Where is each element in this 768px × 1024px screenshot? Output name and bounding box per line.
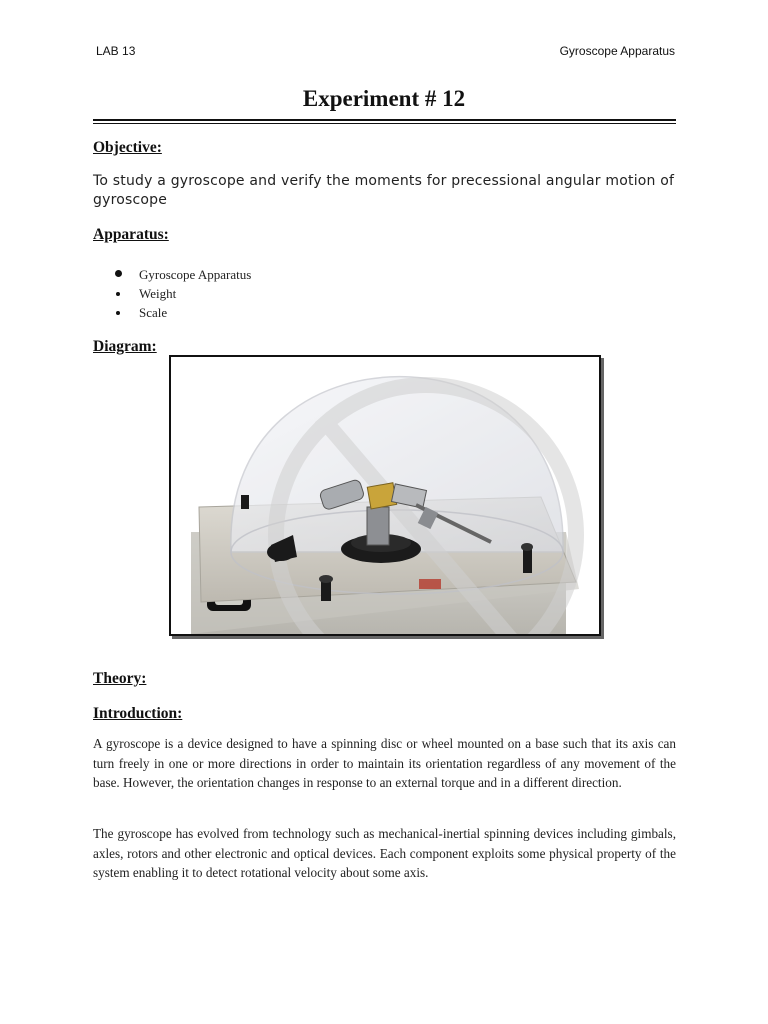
page-title: Experiment # 12 (302, 86, 466, 111)
theory-heading: Theory: (93, 670, 147, 687)
gyroscope-illustration (171, 357, 599, 634)
header-lab-label: LAB 13 (96, 44, 136, 58)
list-item: Weight (93, 284, 251, 303)
title-rule-thin (93, 123, 676, 124)
bullet-icon (116, 292, 120, 296)
gyroscope-diagram-image (169, 355, 601, 636)
diagram-heading: Diagram: (93, 338, 157, 355)
introduction-heading: Introduction: (93, 705, 183, 722)
header-topic-label: Gyroscope Apparatus (559, 44, 675, 58)
list-item: Scale (93, 303, 251, 322)
objective-heading: Objective: (93, 139, 162, 156)
bullet-icon (116, 311, 120, 315)
running-header (96, 44, 675, 58)
list-item: Gyroscope Apparatus (93, 265, 251, 284)
title-rule (93, 119, 676, 121)
objective-text: To study a gyroscope and verify the moments for precessional angular motion of gyroscope (93, 173, 675, 208)
apparatus-list (93, 265, 251, 322)
apparatus-heading: Apparatus: (93, 226, 169, 243)
introduction-paragraph-1: A gyroscope is a device designed to have a spinning disc or wheel mounted on a base such that its axis can turn freely in one or more directions in order to maintain its orientation regardless of any movement of the base. However, the orientation changes in response to an external torque and in a different direction. (93, 736, 676, 790)
introduction-paragraph-2: The gyroscope has evolved from technology such as mechanical-inertial spinning devices including gimbals, axles, rotors and other electronic and optical devices. Each component exploits some physical property of the system enabling it to detect rotational velocity about some axis. (93, 826, 676, 880)
bullet-icon (115, 270, 122, 277)
